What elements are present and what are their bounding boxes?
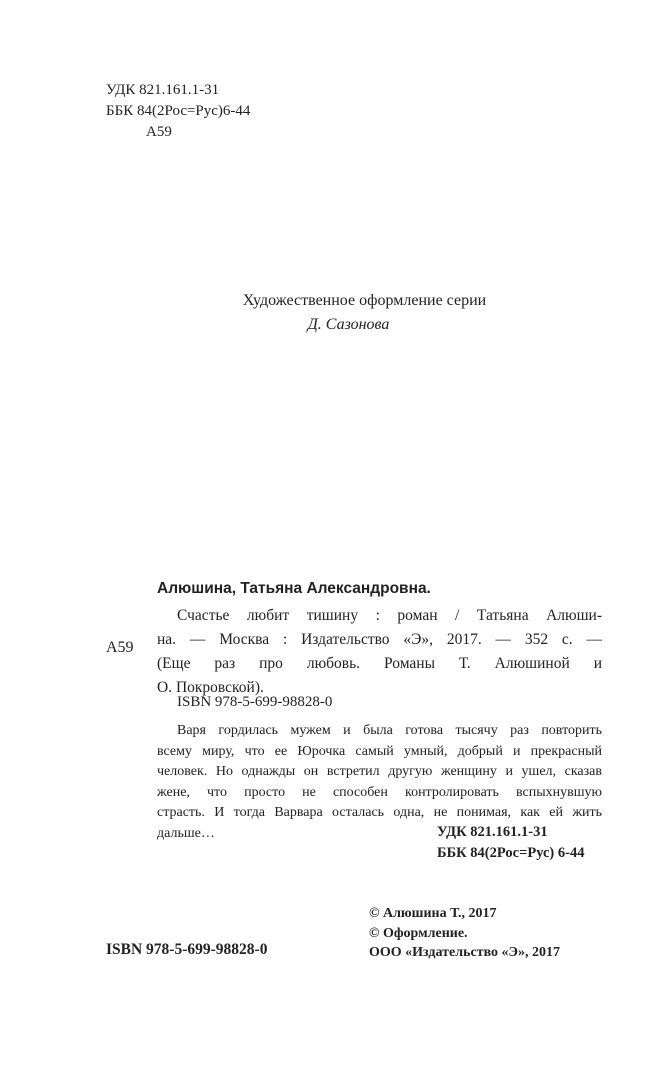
annotation-line: дальше… <box>157 825 215 841</box>
author-sign-side: А59 <box>106 639 134 656</box>
description-line: на. — Москва : Издательство «Э», 2017. — 352 с. — <box>157 631 602 648</box>
isbn-description: ISBN 978-5-699-98828-0 <box>177 694 333 710</box>
design-credit-title: Художественное оформление серии <box>242 292 487 309</box>
bbk-code: ББК 84(2Рос=Рус) 6-44 <box>437 845 585 861</box>
annotation-line: человек. Но однажды он встретил другую женщину и ушел, сказав <box>157 764 602 779</box>
copyright-block <box>369 904 560 963</box>
classification-codes-bottom <box>437 822 584 864</box>
udk-code: УДК 821.161.1-31 <box>437 824 548 840</box>
description-line: Счастье любит тишину : роман / Татьяна Алюши- <box>177 607 602 624</box>
annotation-line: жене, что просто не способен контролировать вспыхнувшую <box>157 784 602 800</box>
classification-codes-top <box>106 80 250 143</box>
design-credits <box>0 289 669 337</box>
bbk-code: ББК 84(2Рос=Рус)6-44 <box>106 103 251 119</box>
udk-code: УДК 821.161.1-31 <box>106 82 220 98</box>
author-sign: А59 <box>146 124 172 140</box>
annotation-line: страсть. И тогда Варвара осталась одна, не понимая, как ей жить <box>157 805 602 820</box>
copyright-design: © Оформление. <box>369 925 468 941</box>
description-line: (Еще раз про любовь. Романы Т. Алюшиной и <box>157 655 602 672</box>
annotation-line: всему миру, что ее Юрочка самый умный, добрый и прекрасный <box>157 743 602 759</box>
copyright-author: © Алюшина Т., 2017 <box>369 906 497 921</box>
description-line: О. Покровской). <box>157 679 264 696</box>
copyright-publisher: ООО «Издательство «Э», 2017 <box>369 945 561 960</box>
bibliographic-author: Алюшина, Татьяна Александровна. <box>157 580 431 597</box>
designer-name: Д. Сазонова <box>307 316 390 333</box>
bibliographic-description <box>157 604 602 700</box>
isbn-bottom: ISBN 978-5-699-98828-0 <box>106 941 268 958</box>
annotation-line: Варя гордилась мужем и была готова тысячу раз повторить <box>177 723 602 738</box>
